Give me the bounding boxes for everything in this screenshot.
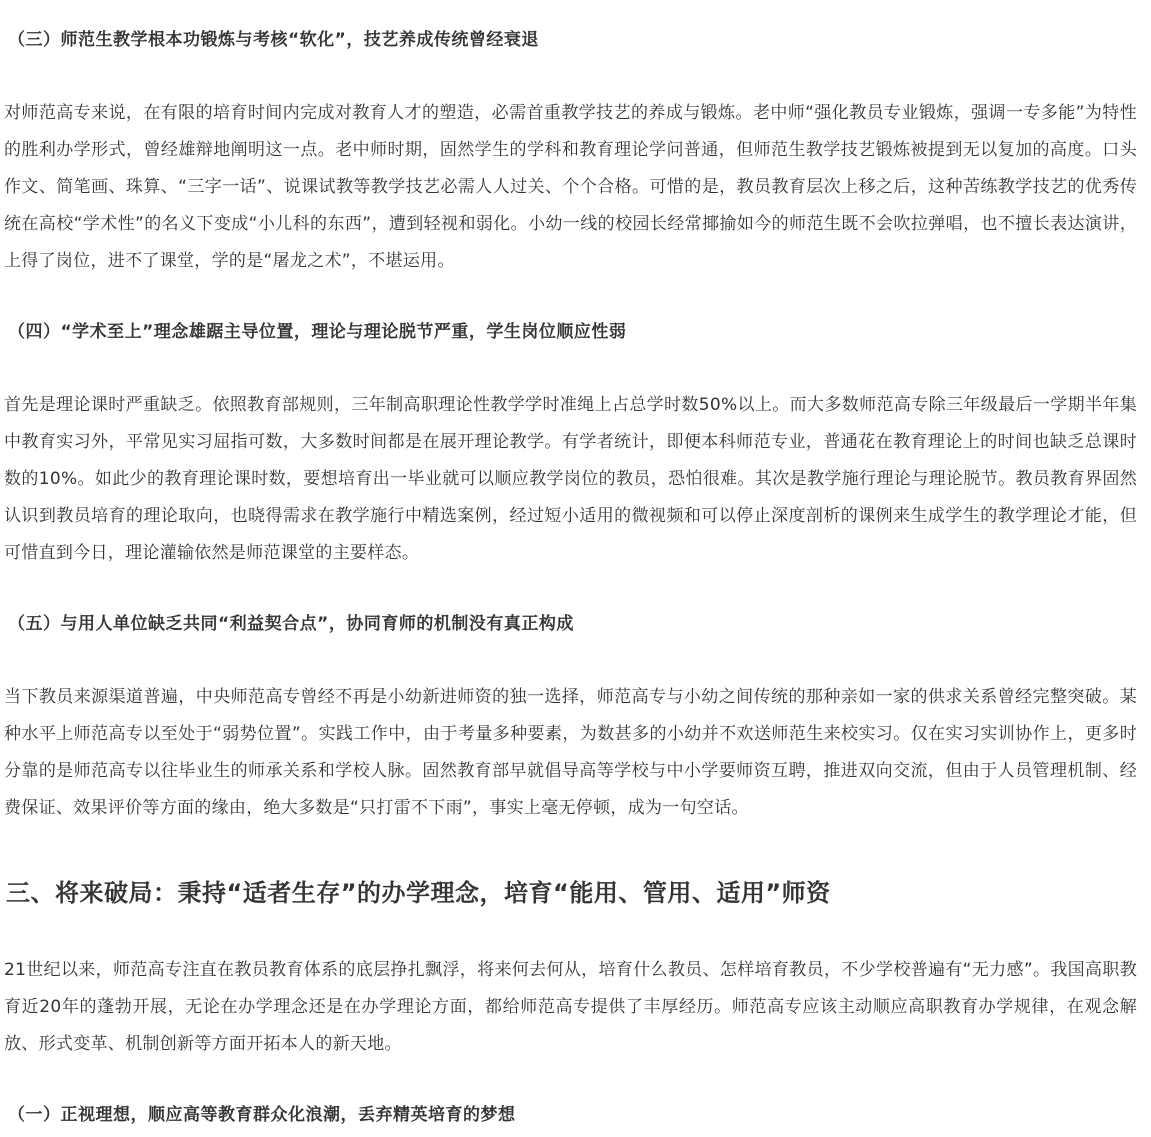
article-body [4, 28, 1137, 1127]
section-heading-4: （四）“学术至上”理念雄踞主导位置，理论与理论脱节严重，学生岗位顺应性弱 [8, 322, 627, 342]
section-heading-3: （三）师范生教学根本功锻炼与考核“软化”，技艺养成传统曾经衰退 [8, 30, 539, 50]
paragraph-skill-training: 对师范高专来说，在有限的培育时间内完成对教育人才的塑造，必需首重教学技艺的养成与锻炼。老中师“强化教员专业锻炼，强调一专多能”为特性的胜利办学形式，曾经雄辩地阐明这一点。老中师时期，固然学生的学科和教育理论学问普通，但师范生教学技艺锻炼被提到无以复加的高度。口头作文、简笔画、珠算、“三字一话”、说课试教等教学技艺必需人人过关、个个合格。可惜的是，教员教育层次上移之后，这种苦练教学技艺的优秀传统在高校“学术性”的名义下变成“小儿科的东西”，遭到轻视和弱化。小幼一线的校园长经常揶揄如今的师范生既不会吹拉弹唱，也不擅长表达演讲，上得了岗位，进不了课堂，学的是“屠龙之术”，不堪运用。 [4, 103, 1137, 271]
paragraph-future-outlook: 21世纪以来，师范高专注直在教员教育体系的底层挣扎飘浮，将来何去何从，培育什么教员、怎样培育教员，不少学校普遍有“无力感”。我国高职教育近20年的蓬勃开展，无论在办学理念还是在办学理论方面，都给师范高专提供了丰厚经历。师范高专应该主动顺应高职教育办学规律，在观念解放、形式变革、机制创新等方面开拓本人的新天地。 [4, 960, 1137, 1054]
paragraph-employer-cooperation: 当下教员来源渠道普遍，中央师范高专曾经不再是小幼新进师资的独一选择，师范高专与小幼之间传统的那种亲如一家的供求关系曾经完整突破。某种水平上师范高专以至处于“弱势位置”。实践工作中，由于考量多种要素，为数甚多的小幼并不欢送师范生来校实习。仅在实习实训协作上，更多时分靠的是师范高专以往毕业生的师承关系和学校人脉。固然教育部早就倡导高等学校与中小学要师资互聘，推进双向交流，但由于人员管理机制、经费保证、效果评价等方面的缘由，绝大多数是“只打雷不下雨”，事实上毫无停顿，成为一句空话。 [4, 687, 1137, 818]
chapter-heading-future: 三、将来破局：秉持“适者生存”的办学理念，培育“能用、管用、适用”师资 [6, 879, 831, 907]
section-heading-5: （五）与用人单位缺乏共同“利益契合点”，协同育师的机制没有真正构成 [8, 614, 574, 634]
paragraph-theory-practice-gap: 首先是理论课时严重缺乏。依照教育部规则，三年制高职理论性教学学时准绳上占总学时数50%以上。而大多数师范高专除三年级最后一学期半年集中教育实习外，平常见实习屈指可数，大多数时间都是在展开理论教学。有学者统计，即便本科师范专业，普通花在教育理论上的时间也缺乏总课时数的10%。如此少的教育理论课时数，要想培育出一毕业就可以顺应教学岗位的教员，恐怕很难。其次是教学施行理论与理论脱节。教员教育界固然认识到教员培育的理论取向，也晓得需求在教学施行中精选案例，经过短小适用的微视频和可以停止深度剖析的课例来生成学生的教学理论才能，但可惜直到今日，理论灌输依然是师范课堂的主要样态。 [4, 395, 1137, 563]
section-heading-1: （一）正视理想，顺应高等教育群众化浪潮，丢弃精英培育的梦想 [8, 1105, 516, 1125]
